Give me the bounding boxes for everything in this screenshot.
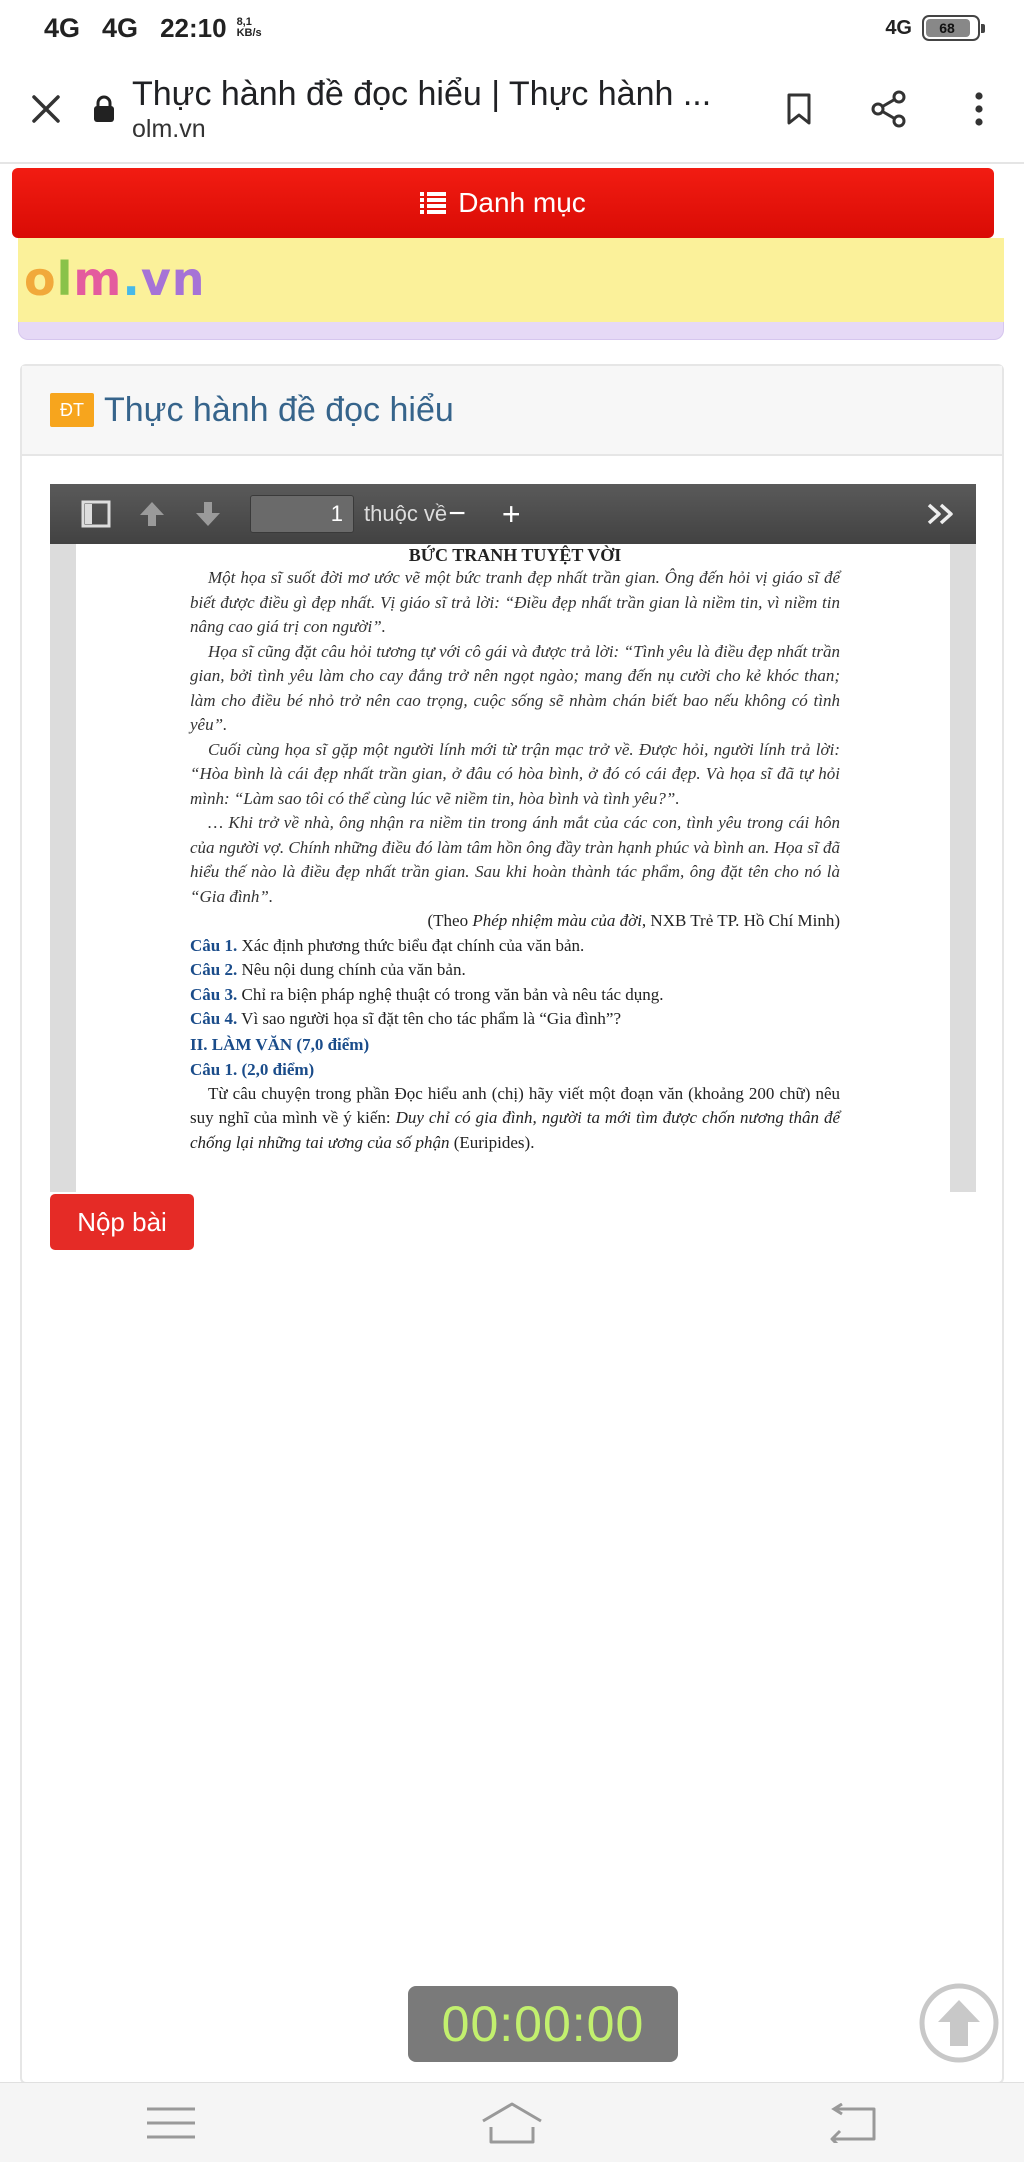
- question-item: Câu 3. Chỉ ra biện pháp nghệ thuật có trong văn bản và nêu tác dụng.: [190, 984, 664, 1004]
- network-type-right: 4G: [885, 16, 912, 39]
- site-logo[interactable]: olm.vn: [24, 252, 206, 306]
- back-icon: [826, 2103, 880, 2143]
- more-options-button[interactable]: [934, 55, 1024, 163]
- close-tab-button[interactable]: [0, 55, 92, 163]
- category-menu-label: Danh mục: [458, 187, 586, 218]
- url-bar[interactable]: [132, 74, 754, 144]
- menu-icon: [145, 2105, 197, 2141]
- page-title: Thực hành đề đọc hiểu | Thực hành ...: [132, 75, 712, 113]
- battery-level: 68: [939, 20, 955, 36]
- share-button[interactable]: [844, 55, 934, 163]
- section-question-heading: Câu 1. (2,0 điểm): [190, 1059, 315, 1079]
- story-paragraph: Cuối cùng họa sĩ gặp một người lính mới từ trận mạc trở về. Được hỏi, người lính trả lời: “Hòa bình là cái đẹp nhất trần gian, ở đâu có hòa bình, ở đó có cái đẹp. Và họa sĩ đã tự hỏi mình: “Làm sao tôi có thể cùng lúc vẽ niềm tin, hòa bình và tình yêu?”.: [190, 739, 840, 808]
- story-paragraph: Một họa sĩ suốt đời mơ ước vẽ một bức tranh đẹp nhất trần gian. Ông đến hỏi vị giáo sĩ để biết được điều gì đẹp nhất. Vị giáo sĩ trả lời: “Điều đẹp nhất trần gian là niềm tin, vì niềm tin nâng cao giá trị con người”.: [190, 568, 840, 636]
- page-count-label: thuộc về: [364, 501, 448, 526]
- exercise-title: Thực hành đề đọc hiểu: [104, 390, 454, 429]
- question-item: Câu 1. Xác định phương thức biểu đạt chính của văn bản.: [190, 935, 585, 955]
- bookmark-icon: [784, 92, 814, 126]
- panel-header: [22, 366, 1002, 456]
- lock-icon: [92, 94, 116, 124]
- toggle-sidebar-button[interactable]: [68, 484, 124, 544]
- zoom-out-button[interactable]: −: [448, 497, 466, 530]
- browser-toolbar: [0, 56, 1024, 164]
- pdf-toolbar: [50, 484, 976, 544]
- submit-button[interactable]: Nộp bài: [50, 1194, 194, 1250]
- category-menu-button[interactable]: [12, 168, 994, 238]
- double-chevron-right-icon: [926, 502, 956, 526]
- signal-indicator-1: 4G: [44, 12, 81, 43]
- arrow-up-circle-icon: [918, 1982, 1000, 2064]
- pdf-page: [76, 544, 950, 1192]
- nav-back-button[interactable]: [793, 2083, 913, 2162]
- battery-icon: [922, 15, 980, 41]
- nav-home-button[interactable]: [452, 2083, 572, 2162]
- banner-bottom-strip: [18, 322, 1004, 340]
- close-icon: [30, 93, 62, 125]
- story-paragraph: … Khi trở về nhà, ông nhận ra niềm tin trong ánh mắt của các con, tình yêu trong cái hôn của người vợ. Chính những điều đó làm tâm hồn ông đầy tràn hạnh phúc và bình an. Họa sĩ đã hiểu thế nào là điều đẹp nhất trần gian. Sau khi hoàn thành tác phẩm, ông đặt tên cho nó là “Gia đình”.: [190, 813, 840, 906]
- home-icon: [479, 2101, 545, 2145]
- header-banner: [18, 238, 1004, 324]
- question-item: Câu 2. Nêu nội dung chính của văn bản.: [190, 960, 466, 979]
- exercise-type-badge: ĐT: [50, 393, 94, 427]
- signal-indicator-2: 4G: [102, 12, 139, 43]
- document-title: BỨC TRANH TUYỆT VỜI: [408, 545, 622, 565]
- story-paragraph: Họa sĩ cũng đặt câu hỏi tương tự với cô gái và được trả lời: “Tình yêu là điều đẹp nhất trần gian, bởi tình yêu làm cho cay đắng trở nên ngọt ngào; mang đến nụ cười cho kẻ khóc than; làm cho điều bé nhỏ trở nên cao trọng, cuộc sống sẽ nhàm chán biết bao nếu không có tình yêu”.: [190, 641, 840, 734]
- system-navigation-bar: [0, 2082, 1024, 2162]
- arrow-down-icon: [193, 499, 223, 529]
- previous-page-button[interactable]: [124, 484, 180, 544]
- list-icon: [420, 191, 446, 215]
- pdf-viewer[interactable]: [50, 544, 976, 1192]
- question-item: Câu 4. Vì sao người họa sĩ đặt tên cho tác phẩm là “Gia đình”?: [190, 1009, 621, 1028]
- essay-prompt: Từ câu chuyện trong phần Đọc hiểu anh (chị) hãy viết một đoạn văn (khoảng 200 chữ) nêu suy nghĩ của mình về ý kiến: Duy chỉ có gia đình, người ta mới tìm được chốn nương thân để chống lại những tai ương của số phận (Euripides).: [190, 1083, 840, 1152]
- story-source: (Theo Phép nhiệm màu của đời, NXB Trẻ TP. Hồ Chí Minh): [427, 911, 840, 930]
- status-bar: [0, 0, 1024, 56]
- arrow-up-icon: [137, 499, 167, 529]
- zoom-in-button[interactable]: +: [501, 495, 521, 532]
- clock: 22:10: [160, 12, 227, 43]
- more-vertical-icon: [974, 91, 984, 127]
- nav-menu-button[interactable]: [111, 2083, 231, 2162]
- bookmark-button[interactable]: [754, 55, 844, 163]
- scroll-to-top-button[interactable]: [918, 1982, 1000, 2064]
- tools-menu-button[interactable]: [906, 484, 976, 544]
- share-icon: [870, 90, 908, 128]
- network-speed: 8,1 KB/s: [236, 16, 262, 39]
- page-number-input[interactable]: [250, 495, 354, 533]
- section-heading: II. LÀM VĂN (7,0 điểm): [190, 1034, 370, 1054]
- sidebar-toggle-icon: [81, 500, 111, 528]
- next-page-button[interactable]: [180, 484, 236, 544]
- countdown-timer: 00:00:00: [408, 1986, 678, 2062]
- page-domain: olm.vn: [132, 115, 206, 143]
